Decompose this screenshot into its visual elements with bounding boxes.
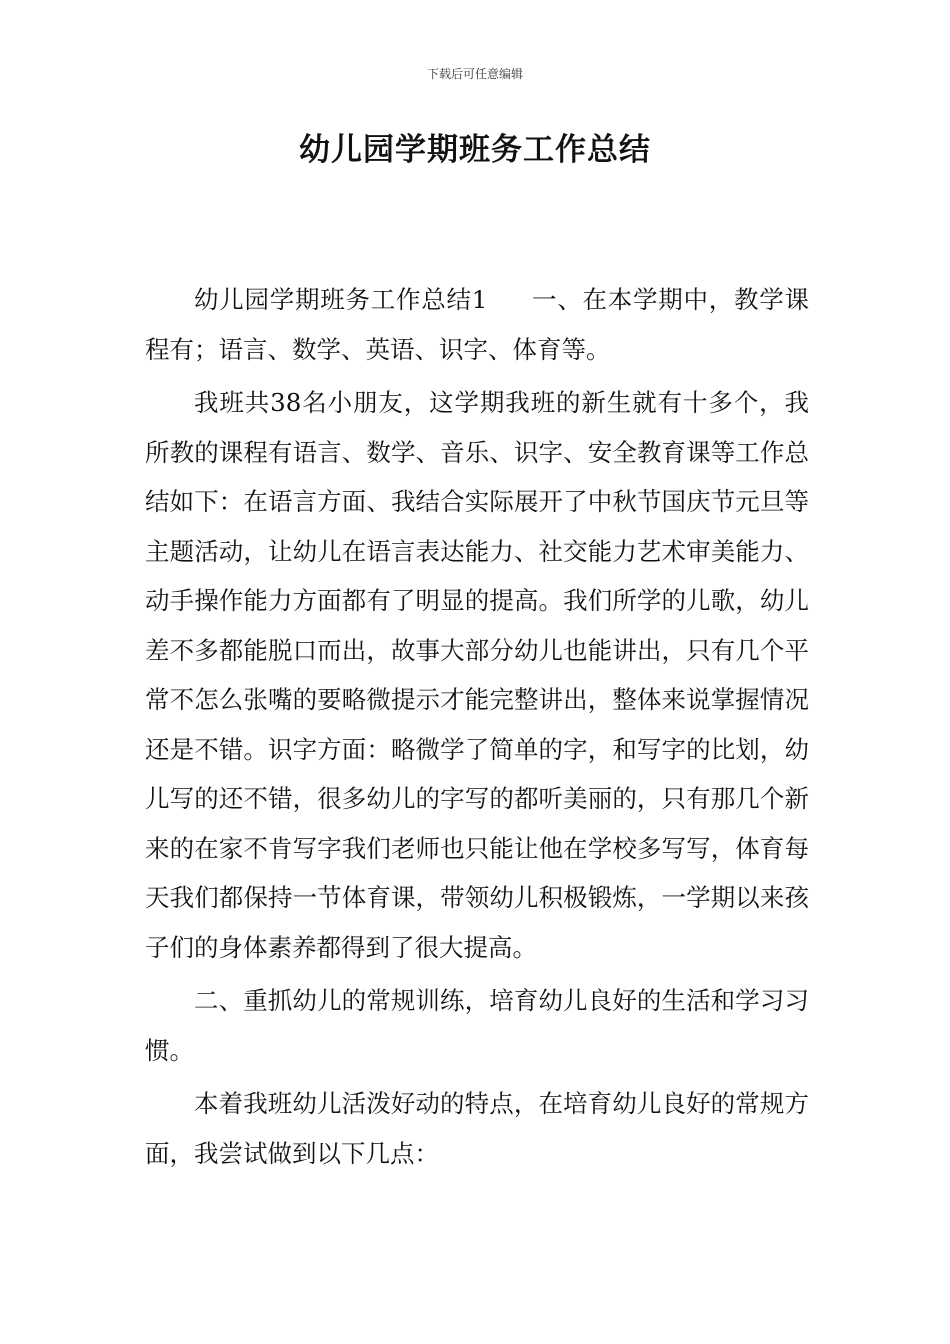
paragraph-1	[145, 275, 809, 374]
paragraph-3: 二、重抓幼儿的常规训练，培育幼儿良好的生活和学习习惯。	[145, 986, 809, 1065]
document-title: 幼儿园学期班务工作总结	[299, 132, 651, 168]
document-body	[145, 275, 809, 1182]
paragraph-2: 我班共38名小朋友，这学期我班的新生就有十多个，我所教的课程有语言、数学、音乐、识字、安全教育课等工作总结如下：在语言方面、我结合实际展开了中秋节国庆节元旦等主题活动，让幼儿在语言表达能力、社交能力艺术审美能力、动手操作能力方面都有了明显的提高。我们所学的儿歌，幼儿差不多都能脱口而出，故事大部分幼儿也能讲出，只有几个平常不怎么张嘴的要略微提示才能完整讲出，整体来说掌握情况还是不错。识字方面：略微学了简单的字，和写字的比划，幼儿写的还不错，很多幼儿的字写的都听美丽的，只有那几个新来的在家不肯写字我们老师也只能让他在学校多写写，体育每天我们都保持一节体育课，带领幼儿积极锻炼，一学期以来孩子们的身体素养都得到了很大提高。	[145, 388, 809, 962]
paragraph-4: 本着我班幼儿活泼好动的特点，在培育幼儿良好的常规方面，我尝试做到以下几点：	[145, 1089, 809, 1168]
paragraph-1-lead: 幼儿园学期班务工作总结1	[194, 285, 488, 314]
paragraph-1-text: 一、在本学期中，教学课程有；语言、数学、英语、识字、体育等。	[145, 285, 809, 364]
header-note: 下载后可任意编辑	[426, 67, 523, 81]
